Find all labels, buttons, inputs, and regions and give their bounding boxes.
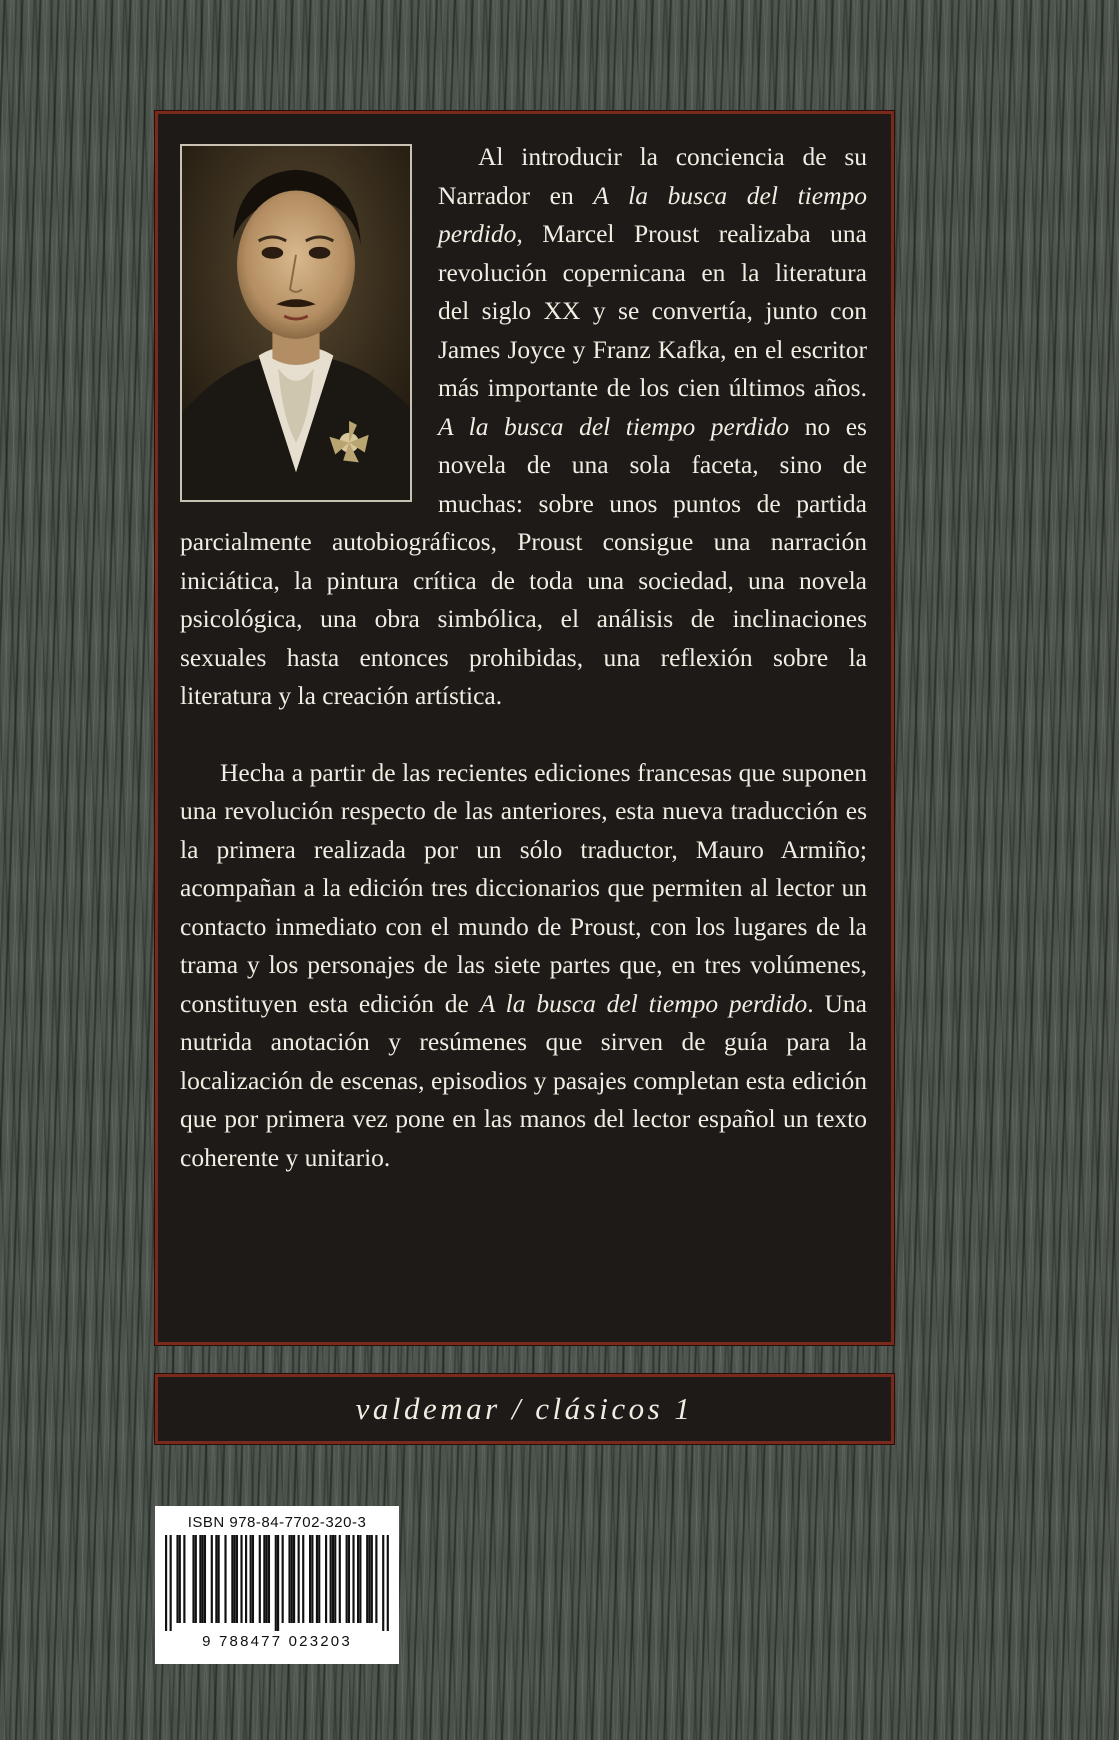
series-banner <box>155 1374 894 1444</box>
blurb-text: Hecha a partir de las recientes ediciones francesas que suponen una revolución respecto de las anteriores, esta nueva traducción es la primera realizada por un sólo traductor, Mauro Armiño; acompañan a la edición tres diccionarios que permiten al lector un contacto inmediato con el mundo de Proust, con los lugares de la trama y los personajes de las siete partes que, en tres volúmenes, constituyen esta edición de <box>180 757 867 1018</box>
blurb-panel <box>155 111 894 1345</box>
blurb-text: Marcel Proust realizaba una revolución copernicana en la literatura del siglo XX y se convertía, junto con James Joyce y Franz Kafka, en el escritor más importante de los cien últimos años. <box>438 219 867 402</box>
blurb-text: Al introducir la conciencia de su Narrador en <box>438 142 867 210</box>
blurb-paragraph-2 <box>180 754 867 1178</box>
series-label: valdemar / clásicos 1 <box>355 1391 694 1426</box>
blurb-text: . Una nutrida anotación y resúmenes que sirven de guía para la localización de escenas, episodios y pasajes completan esta edición que por primera vez pone en las manos del lector español un texto coherente y unitario. <box>180 988 867 1172</box>
portrait-image <box>182 146 410 500</box>
isbn-label: ISBN 978-84-7702-320-3 <box>187 1514 367 1531</box>
ean-digits: 9 788477 023203 <box>202 1633 352 1650</box>
work-title: A la busca del tiempo perdido, <box>438 180 867 248</box>
author-portrait <box>180 144 412 502</box>
barcode-box <box>155 1506 399 1664</box>
barcode-icon <box>165 1535 389 1631</box>
blurb-text: no es novela de una sola faceta, sino de muchas: sobre unos puntos de partida parcialmente autobiográficos, Proust consigue una narración iniciática, la pintura crítica de toda una sociedad, una novela psicológica, una obra simbólica, el análisis de inclinaciones sexuales hasta entonces prohibidas, una reflexión sobre la literatura y la creación artística. <box>180 411 867 710</box>
work-title: A la busca del tiempo perdido <box>438 411 790 441</box>
work-title: A la busca del tiempo perdido <box>479 988 808 1018</box>
